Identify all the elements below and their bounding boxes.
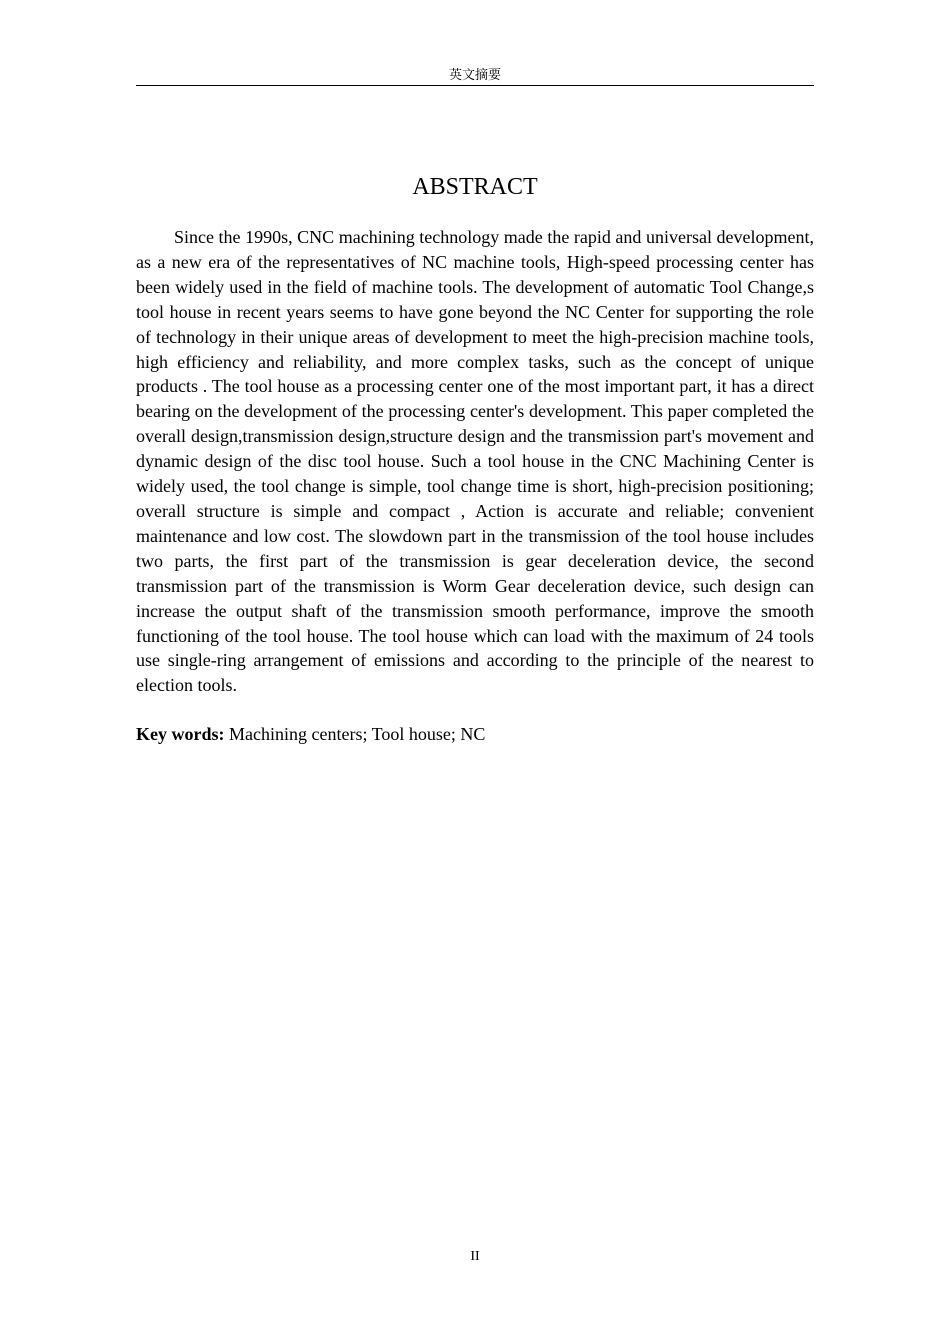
running-header: 英文摘要 <box>448 68 501 83</box>
header-divider <box>136 85 814 86</box>
keywords-line <box>136 722 814 747</box>
abstract-body: Since the 1990s, CNC machining technology made the rapid and universal development, as a new era of the representatives of NC machine tools, High-speed processing center has been widely used in the field of machine tools. The development of automatic Tool Change,s tool house in recent years seems to have gone beyond the NC Center for supporting the role of technology in their unique areas of development to meet the high-precision machine tools, high efficiency and reliability, and more complex tasks, such as the concept of unique products . The tool house as a processing center one of the most important part, it has a direct bearing on the development of the processing center's development. This paper completed the overall design,transmission design,structure design and the transmission part's movement and dynamic design of the disc tool house. Such a tool house in the CNC Machining Center is widely used, the tool change is simple, tool change time is short, high-precision positioning; overall structure is simple and compact , Action is accurate and reliable; convenient maintenance and low cost. The slowdown part in the transmission of the tool house includes two parts, the first part of the transmission is gear deceleration device, the second transmission part of the transmission is Worm Gear deceleration device, such design can increase the output shaft of the transmission smooth performance, improve the smooth functioning of the tool house. The tool house which can load with the maximum of 24 tools use single-ring arrangement of emissions and according to the principle of the nearest to election tools. <box>136 227 814 696</box>
keywords-value: Machining centers; Tool house; NC <box>224 724 486 744</box>
keywords-label: Key words: <box>136 724 225 744</box>
abstract-title: ABSTRACT <box>412 174 538 200</box>
page-number: II <box>470 1249 480 1264</box>
